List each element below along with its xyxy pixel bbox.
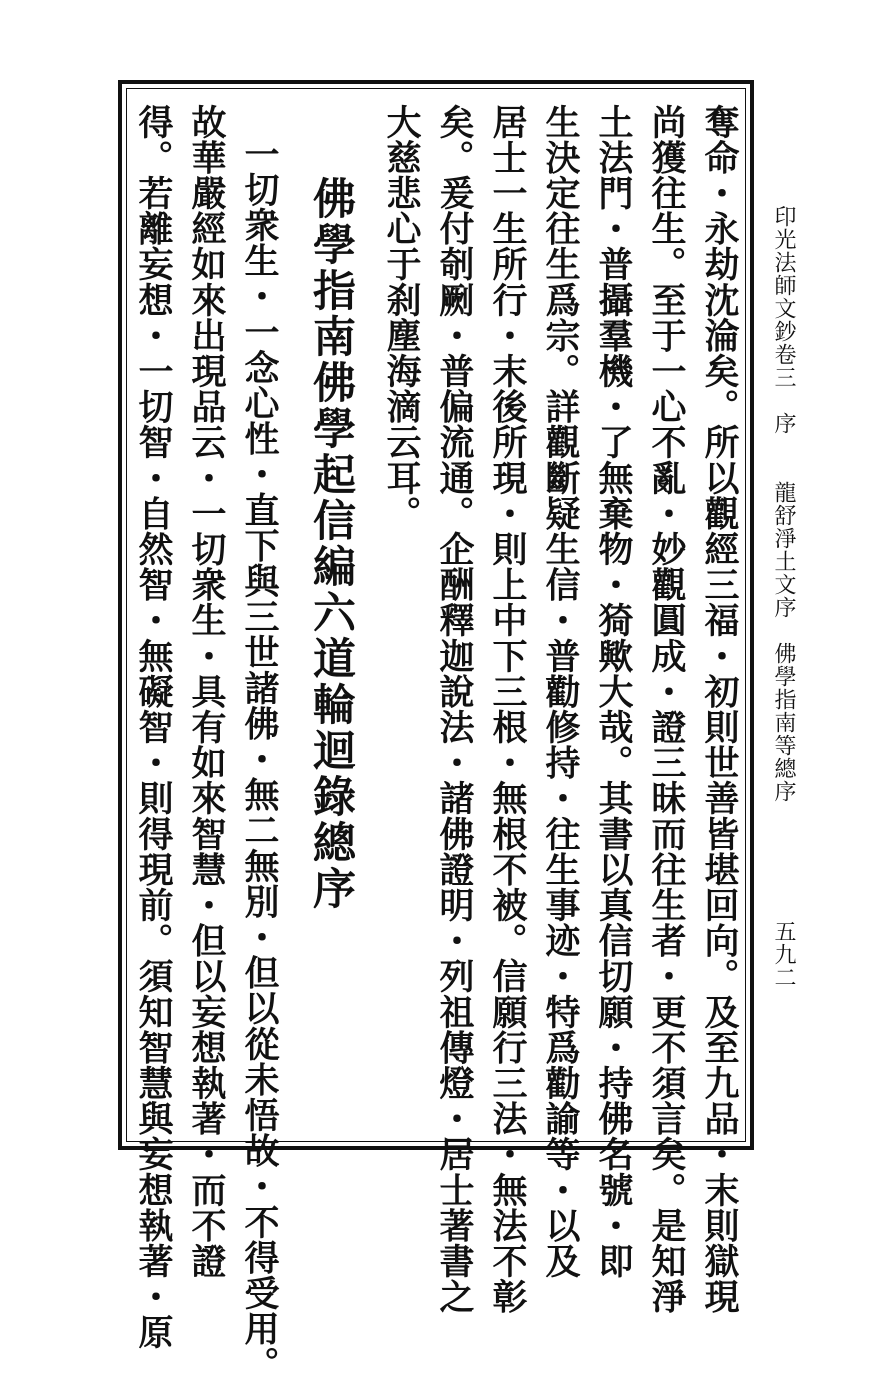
text-column-1: 奪命・永劫沈淪矣。所以觀經三福・初則世善皆堪回向。及至九品・末則獄現 — [699, 104, 740, 1315]
text-column-5: 居士一生所行・末後所現・則上中下三根・無根不被。信願行三法・無法不彰 — [487, 104, 528, 1315]
text-column-3: 土法門・普攝羣機・了無棄物・猗歟大哉。其書以真信切願・持佛名號・即 — [593, 104, 634, 1279]
text-column-9: 故華嚴經如來出現品云・一切衆生・具有如來智慧・但以妄想執著・而不證 — [186, 104, 227, 1279]
text-column-7: 大慈悲心于刹塵海滴云耳。 — [381, 104, 422, 532]
running-head-title: 印光法師文鈔卷三 序 龍舒淨土文序 佛學指南等總序 — [771, 205, 796, 803]
text-column-8: 一切衆生・一念心性・直下與三世諸佛・無二無別・但以從未悟故・不得受用。 — [239, 136, 280, 1382]
page-number: 五九二 — [771, 920, 796, 989]
text-column-10: 得。若離妄想・一切智・自然智・無礙智・則得現前。須知智慧與妄想執著・原 — [133, 104, 174, 1350]
text-column-4: 生決定往生爲宗。詳觀斷疑生信・普勸修持・往生事迹・特爲勸諭等・以及 — [540, 104, 581, 1279]
section-heading: 佛學指南佛學起信編六道輪迴錄總序 — [306, 176, 356, 912]
text-column-6: 矣。爰付剞劂・普偏流通。企酬釋迦說法・諸佛證明・列祖傳燈・居士著書之 — [434, 104, 475, 1315]
text-column-2: 尚獲往生。至于一心不亂・妙觀圓成・證三昧而往生者・更不須言矣。是知淨 — [646, 104, 687, 1315]
